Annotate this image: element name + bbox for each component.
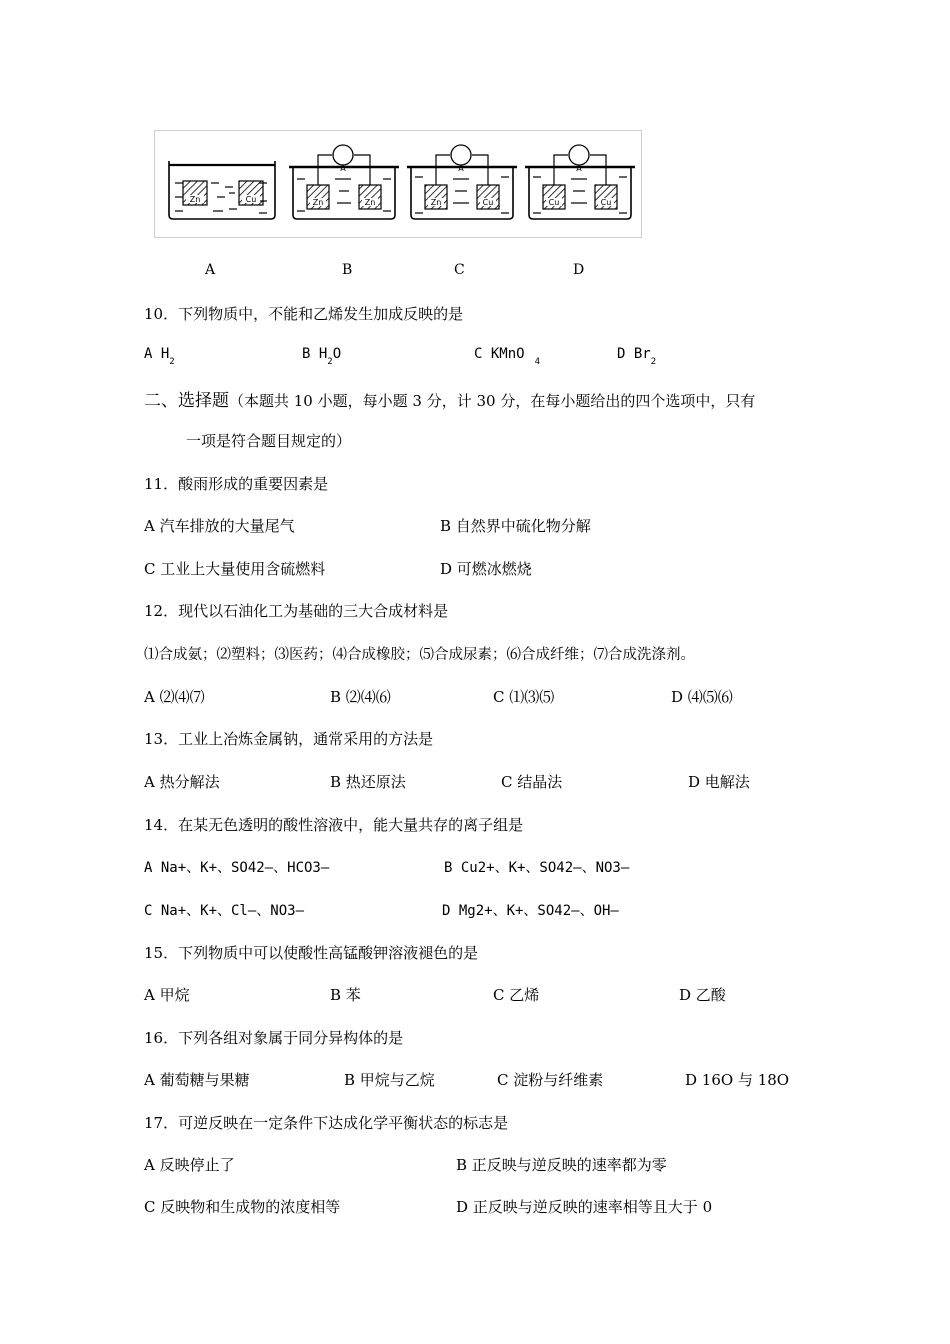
- q11-option-d: D 可燃冰燃烧: [440, 560, 532, 578]
- svg-text:Cu: Cu: [482, 198, 494, 207]
- q12-items: ⑴合成氨；⑵塑料；⑶医药；⑷合成橡胶；⑸合成尿素；⑹合成纤维；⑺合成洗涤剂。: [144, 647, 695, 663]
- figure-label-b: B: [342, 262, 353, 278]
- q14-option-b: B Cu2+、K+、SO42—、NO3—: [444, 860, 630, 876]
- cell-1: [169, 161, 275, 219]
- q14-stem: 14．在某无色透明的酸性溶液中，能大量共存的离子组是: [144, 816, 524, 834]
- q17-option-b: B 正反映与逆反映的速率都为零: [456, 1156, 667, 1174]
- q11-option-c: C 工业上大量使用含硫燃料: [144, 560, 326, 578]
- figure-label-c: C: [454, 262, 465, 278]
- ammeter-icon: [333, 145, 353, 165]
- q15-stem: 15．下列物质中可以使酸性高锰酸钾溶液褪色的是: [144, 944, 479, 962]
- q10-option-a: A $H_2$: [144, 346, 175, 367]
- q11-stem: 11．酸雨形成的重要因素是: [144, 475, 329, 493]
- q13-option-b: B 热还原法: [330, 773, 406, 791]
- svg-text:Cu: Cu: [548, 198, 560, 207]
- q15-option-a: A 甲烷: [144, 986, 190, 1004]
- svg-text:Cu: Cu: [600, 198, 612, 207]
- q12-option-c: C ⑴⑶⑸: [493, 688, 555, 706]
- svg-text:A: A: [576, 164, 582, 173]
- q17-stem: 17．可逆反映在一定条件下达成化学平衡状态的标志是: [144, 1114, 509, 1132]
- cell-2: [289, 145, 399, 219]
- q13-option-a: A 热分解法: [144, 773, 220, 791]
- svg-text:A: A: [340, 164, 346, 173]
- q17-option-d: D 正反映与逆反映的速率相等且大于 0: [456, 1198, 713, 1216]
- q12-option-a: A ⑵⑷⑺: [144, 688, 205, 706]
- q16-option-c: C 淀粉与纤维素: [497, 1071, 604, 1089]
- q17-option-c: C 反映物和生成物的浓度相等: [144, 1198, 341, 1216]
- q15-option-b: B 苯: [330, 986, 361, 1004]
- cell-3: [407, 145, 517, 219]
- q12-option-b: B ⑵⑷⑹: [330, 688, 391, 706]
- cell-4: [525, 145, 635, 219]
- q13-stem: 13．工业上冶炼金属钠，通常采用的方法是: [144, 730, 434, 748]
- q10-stem: 10．下列物质中，不能和乙烯发生加成反映的是: [144, 305, 464, 323]
- q13-option-d: D 电解法: [688, 773, 750, 791]
- q14-option-d: D Mg2+、K+、SO42—、OH—: [442, 903, 619, 919]
- q12-stem: 12．现代以石油化工为基础的三大合成材料是: [144, 602, 449, 620]
- q10-option-d: D $Br_2$: [617, 346, 657, 367]
- q16-stem: 16．下列各组对象属于同分异构体的是: [144, 1029, 404, 1047]
- q11-option-b: B 自然界中硫化物分解: [440, 517, 591, 535]
- svg-text:Zn: Zn: [430, 198, 442, 207]
- cell-diagrams-figure: [154, 130, 642, 238]
- q16-option-d: D 16O 与 18O: [685, 1071, 790, 1089]
- q17-option-a: A 反映停止了: [144, 1156, 235, 1174]
- svg-text:A: A: [458, 164, 464, 173]
- q13-option-c: C 结晶法: [501, 773, 563, 791]
- q10-option-c: C KMnO $_4$: [474, 346, 540, 367]
- ammeter-icon: [451, 145, 471, 165]
- q16-option-a: A 葡萄糖与果糖: [144, 1071, 250, 1089]
- cell-diagrams-svg: [155, 131, 643, 239]
- q15-option-d: D 乙酸: [679, 986, 726, 1004]
- q14-option-c: C Na+、K+、Cl—、NO3—: [144, 903, 305, 919]
- electrode-right-label: Cu: [245, 195, 257, 204]
- ammeter-icon: [569, 145, 589, 165]
- svg-text:Zn: Zn: [364, 198, 376, 207]
- section-2-note-line2: 一项是符合题目规定的）: [186, 432, 352, 450]
- q16-option-b: B 甲烷与乙烷: [344, 1071, 435, 1089]
- figure-label-d: D: [573, 262, 585, 278]
- electrode-left-label: Zn: [189, 195, 201, 204]
- svg-text:Zn: Zn: [312, 198, 324, 207]
- q12-option-d: D ⑷⑸⑹: [671, 688, 733, 706]
- q11-option-a: A 汽车排放的大量尾气: [144, 517, 295, 535]
- q15-option-c: C 乙烯: [493, 986, 540, 1004]
- q10-option-b: B $H_2O$: [302, 346, 342, 367]
- figure-label-a: A: [205, 262, 216, 278]
- q14-option-a: A Na+、K+、SO42—、HCO3—: [144, 860, 330, 876]
- section-2-header: 二、选择题（本题共 10 小题，每小题 3 分，计 30 分，在每小题给出的四个选项中，只有: [144, 391, 756, 411]
